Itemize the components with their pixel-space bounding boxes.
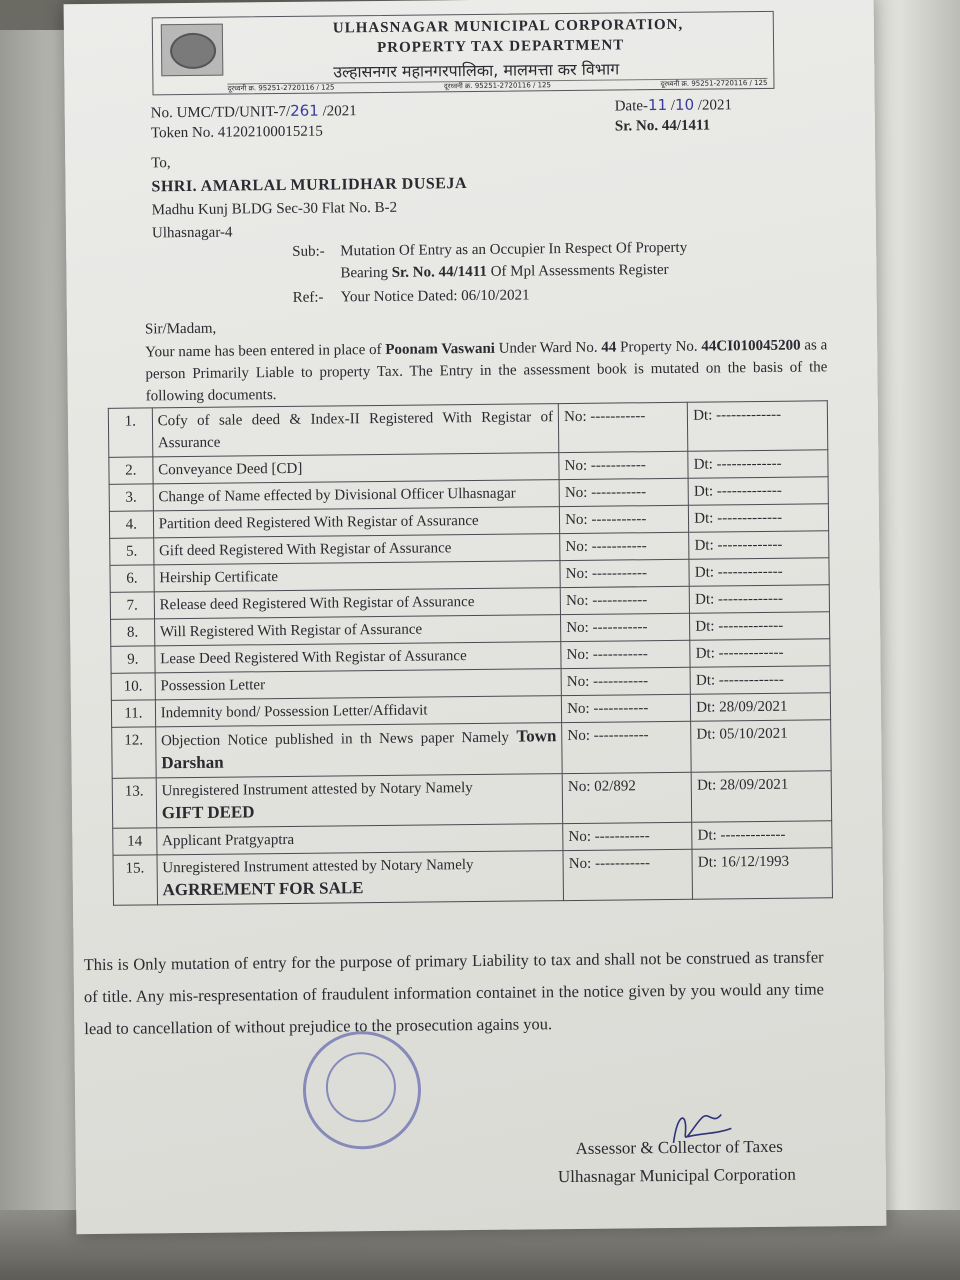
document-description bbox=[153, 534, 560, 565]
document-description-text: Heirship Certificate bbox=[159, 569, 279, 587]
document-description-text: Objection Notice published in th News paper Namely bbox=[160, 729, 517, 750]
token-number: Token No. 41202100015215 bbox=[150, 123, 323, 142]
document-number: No: ----------- bbox=[563, 822, 692, 850]
document-number: No: ----------- bbox=[561, 613, 690, 641]
document-date: Dt: 16/12/1993 bbox=[692, 848, 832, 899]
document-number: No: ----------- bbox=[561, 667, 690, 695]
document-description-text: Gift deed Registered With Registar of Assurance bbox=[158, 540, 452, 560]
document-description-text: Release deed Registered With Registar of Assurance bbox=[159, 594, 475, 614]
outward-number-handwritten: 261 bbox=[290, 101, 319, 120]
document-date: Dt: 05/10/2021 bbox=[691, 720, 831, 772]
row-number: 6. bbox=[110, 565, 154, 592]
document-number: No: ----------- bbox=[561, 640, 690, 668]
document-date: Dt: ------------- bbox=[689, 531, 829, 559]
document-description bbox=[155, 669, 562, 700]
document-description bbox=[157, 851, 564, 905]
phone-text: दूरध्वनी क्र. 95251-2720116 / 125 bbox=[227, 83, 335, 93]
row-number: 8. bbox=[111, 619, 155, 646]
document-date: Dt: 28/09/2021 bbox=[691, 771, 831, 822]
document-number: No: ----------- bbox=[562, 694, 691, 722]
letterhead-line2: PROPERTY TAX DEPARTMENT bbox=[376, 37, 625, 56]
document-description bbox=[156, 774, 563, 828]
document-description bbox=[155, 696, 562, 727]
document-description bbox=[152, 404, 559, 457]
row-number: 5. bbox=[110, 538, 154, 565]
document-subtitle: AGRREMENT FOR SALE bbox=[162, 878, 364, 900]
salutation: Sir/Madam, bbox=[144, 320, 217, 338]
document-date: Dt: ------------- bbox=[690, 639, 830, 667]
phone-text: दूरध्वनी क्र. 95251-2720116 / 125 bbox=[660, 78, 768, 89]
document-date: Dt: 28/09/2021 bbox=[691, 693, 831, 721]
document-description bbox=[155, 642, 562, 673]
row-number: 12. bbox=[112, 727, 156, 778]
official-seal-stamp bbox=[302, 1031, 421, 1150]
document-date: Dt: ------------- bbox=[692, 821, 832, 849]
row-number: 11. bbox=[111, 700, 155, 727]
row-number: 15. bbox=[113, 855, 157, 905]
signatory-title: Assessor & Collector of Taxes bbox=[575, 1136, 783, 1158]
document-description-text: Applicant Pratgyaptra bbox=[162, 831, 295, 850]
reference-text: Your Notice Dated: 06/10/2021 bbox=[340, 287, 530, 306]
row-number: 10. bbox=[111, 673, 155, 700]
document-date: Dt: ------------- bbox=[690, 612, 830, 640]
subject-line2: Bearing Sr. No. 44/1411 Of Mpl Assessments Register bbox=[340, 261, 669, 282]
letterhead-phones bbox=[227, 78, 767, 94]
subject-line1: Mutation Of Entry as an Occupier In Respect Of Property bbox=[340, 239, 688, 260]
document-description-text: Lease Deed Registered With Registar of Assurance bbox=[160, 648, 467, 668]
row-number: 4. bbox=[109, 511, 153, 538]
documents-table bbox=[108, 400, 833, 906]
phone-text: दूरध्वनी क्र. 95251-2720116 / 125 bbox=[443, 81, 551, 91]
row-number: 7. bbox=[110, 592, 154, 619]
subject-label: Sub:- bbox=[292, 243, 325, 260]
document-subtitle: GIFT DEED bbox=[161, 802, 255, 823]
document-description-text: Partition deed Registered With Registar of Assurance bbox=[158, 512, 479, 533]
letterhead bbox=[152, 11, 775, 96]
document-description-text: Possession Letter bbox=[160, 677, 266, 695]
document-description-text: Will Registered With Registar of Assurance bbox=[159, 621, 423, 641]
document-description bbox=[154, 615, 561, 646]
document-description-text: Cofy of sale deed & Index-II Registered With Registar of Assurance bbox=[157, 409, 554, 452]
disclaimer-paragraph: This is Only mutation of entry for the purpose of primary Liability to tax and shall not be construed as transfer of title. Any mis-respresentation of fraudulent information containet in the notice given by you would any time lead to cancellation of without prejudice to the prosecution agains you. bbox=[83, 947, 825, 1039]
document-date: Dt: ------------- bbox=[688, 450, 828, 478]
document-date: Dt: ------------- bbox=[690, 666, 830, 694]
document-description bbox=[153, 480, 560, 511]
document-date: Dt: ------------- bbox=[688, 477, 828, 505]
outward-number: No. UMC/TD/UNIT-7/261 /2021 bbox=[150, 101, 357, 122]
document-number: No: ----------- bbox=[562, 721, 692, 773]
row-number: 14 bbox=[113, 828, 157, 855]
document-number: No: ----------- bbox=[560, 532, 689, 560]
body-paragraph: Your name has been entered in place of Poonam Vaswani Under Ward No. 44 Property No. 44CI010045200 as a person Primarily Liable to property Tax. The Entry in the assessment book is mutated on the basis of the following documents. bbox=[145, 337, 828, 405]
table-row bbox=[113, 848, 832, 906]
letterhead-line1: ULHASNAGAR MUNICIPAL CORPORATION, bbox=[332, 16, 684, 37]
document-description-text: Change of Name effected by Divisional Officer Ulhasnagar bbox=[158, 485, 516, 506]
addressee-name: SHRI. AMARLAL MURLIDHAR DUSEJA bbox=[151, 175, 468, 196]
document-number: No: ----------- bbox=[560, 586, 689, 614]
document-description-text: Unregistered Instrument attested by Notary Namely bbox=[162, 857, 474, 877]
document-description-text: Indemnity bond/ Possession Letter/Affidavit bbox=[160, 702, 428, 722]
document-number: No: ----------- bbox=[559, 478, 688, 506]
row-number: 3. bbox=[109, 484, 153, 511]
letter-page bbox=[64, 0, 887, 1234]
row-number: 1. bbox=[108, 408, 152, 457]
row-number: 2. bbox=[109, 457, 153, 484]
letterhead-line3-marathi: उल्हासनगर महानगरपालिका, मालमत्ता कर विभाग bbox=[333, 59, 620, 82]
table-row bbox=[112, 720, 831, 779]
row-number: 9. bbox=[111, 646, 155, 673]
document-number: No: ----------- bbox=[559, 451, 688, 479]
document-number: No: ----------- bbox=[563, 849, 693, 900]
table-row bbox=[112, 771, 831, 829]
document-description bbox=[154, 561, 561, 592]
document-description-text: Conveyance Deed [CD] bbox=[158, 460, 303, 479]
address-line2: Ulhasnagar-4 bbox=[151, 224, 233, 242]
document-description bbox=[154, 588, 561, 619]
document-number: No: 02/892 bbox=[562, 772, 692, 823]
reference-label: Ref:- bbox=[292, 289, 324, 306]
serial-number: Sr. No. 44/1411 bbox=[614, 117, 711, 135]
corporation-emblem-icon bbox=[161, 24, 224, 77]
to-label: To, bbox=[151, 155, 171, 172]
signatory-organisation: Ulhasnagar Municipal Corporation bbox=[557, 1164, 796, 1187]
document-description bbox=[153, 507, 560, 538]
document-date: Dt: ------------- bbox=[689, 585, 829, 613]
letter-date: Date-11 /10 /2021 bbox=[614, 95, 733, 115]
document-number: No: ----------- bbox=[560, 559, 689, 587]
document-description bbox=[155, 723, 562, 778]
document-description-text: Unregistered Instrument attested by Notary Namely bbox=[161, 780, 473, 800]
document-subtitle: Town Darshan bbox=[161, 726, 557, 773]
document-description bbox=[156, 824, 563, 855]
document-number: No: ----------- bbox=[558, 402, 688, 452]
table-row bbox=[108, 401, 827, 458]
document-date: Dt: ------------- bbox=[688, 401, 828, 451]
document-date: Dt: ------------- bbox=[689, 504, 829, 532]
address-line1: Madhu Kunj BLDG Sec-30 Flat No. B-2 bbox=[151, 199, 398, 219]
document-description bbox=[153, 453, 560, 484]
document-date: Dt: ------------- bbox=[689, 558, 829, 586]
row-number: 13. bbox=[112, 778, 156, 828]
document-number: No: ----------- bbox=[560, 505, 689, 533]
